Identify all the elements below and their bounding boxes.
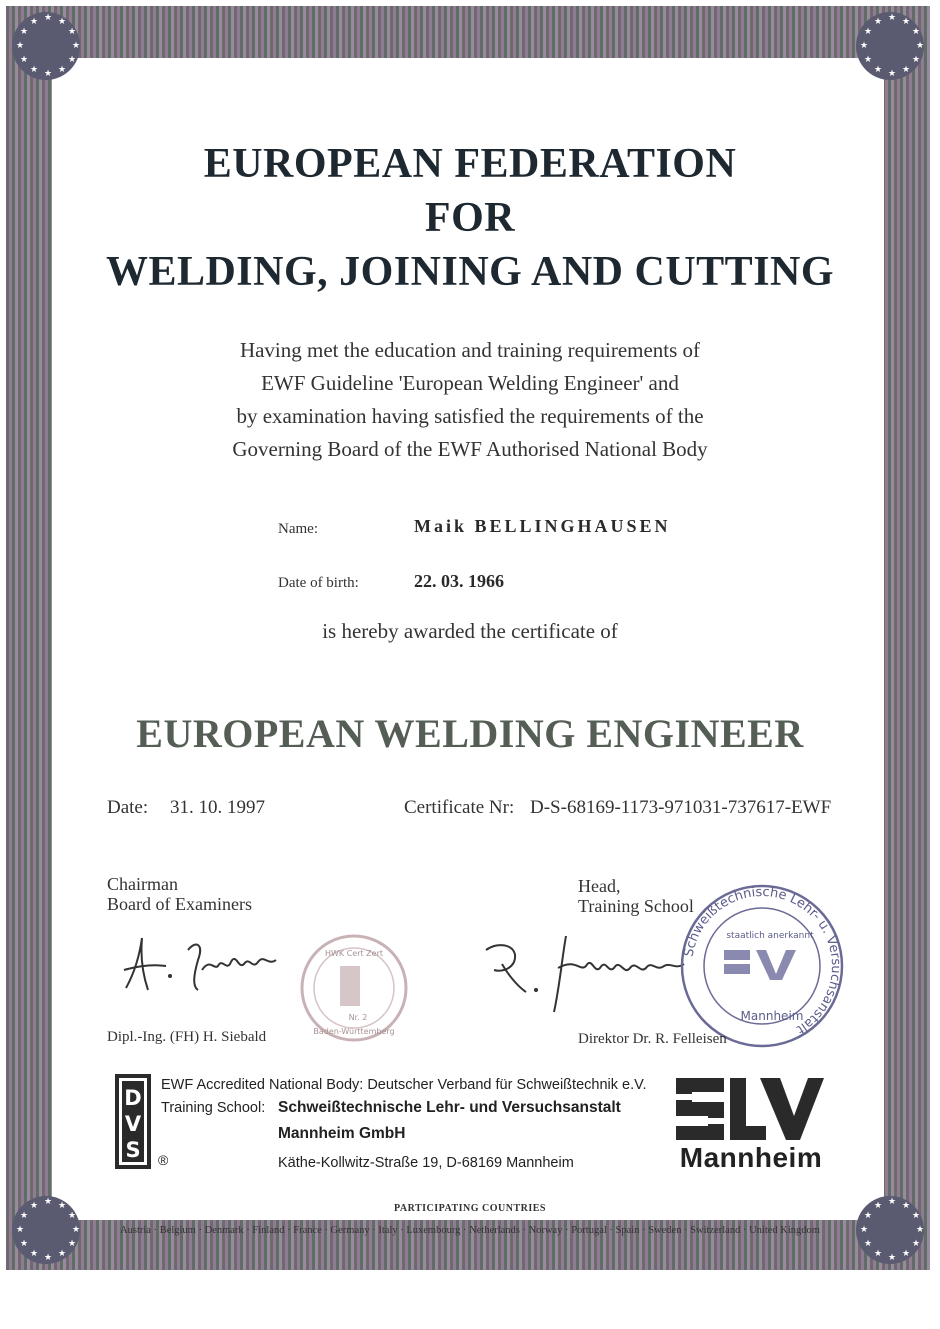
svg-text:★: ★ — [864, 1211, 873, 1221]
left-stamp-bottom-text: Baden-Württemberg — [313, 1027, 395, 1036]
right-stamp — [676, 880, 848, 1052]
registered-mark: ® — [158, 1152, 169, 1168]
svg-text:★: ★ — [30, 1249, 39, 1259]
left-stamp-nr-text: Nr. 2 — [348, 1013, 368, 1022]
left-role-line-1: Chairman — [107, 874, 178, 894]
certificate-number-label: Certificate Nr: — [404, 797, 515, 818]
svg-text:★: ★ — [68, 55, 77, 65]
left-stamp-top-text: HWK Cert Zert — [324, 949, 384, 958]
corner-stars-icon — [850, 1190, 930, 1270]
slv-logo — [676, 1076, 824, 1148]
left-stamp — [296, 930, 412, 1046]
svg-text:★: ★ — [874, 17, 883, 27]
right-signer-name: Direktor Dr. R. Felleisen — [578, 1031, 727, 1047]
svg-text:★: ★ — [58, 17, 67, 27]
svg-text:★: ★ — [912, 1239, 921, 1249]
dob-label: Date of birth: — [278, 575, 359, 591]
svg-text:★: ★ — [860, 1225, 869, 1235]
corner-stars-icon — [6, 6, 86, 86]
svg-text:★: ★ — [860, 41, 869, 51]
svg-text:★: ★ — [874, 65, 883, 75]
svg-text:★: ★ — [30, 65, 39, 75]
right-signature — [480, 928, 700, 1018]
intro-line: by examination having satisfied the requirements of the — [236, 404, 704, 428]
svg-text:★: ★ — [44, 69, 53, 79]
svg-text:★: ★ — [874, 1249, 883, 1259]
right-role-line-1: Head, — [578, 876, 621, 896]
school-value-2: Mannheim GmbH — [278, 1125, 406, 1142]
svg-text:★: ★ — [916, 41, 925, 51]
left-role-line-2: Board of Examiners — [107, 894, 252, 914]
svg-text:★: ★ — [916, 1225, 925, 1235]
svg-text:★: ★ — [58, 1249, 67, 1259]
certificate-number-value: D-S-68169-1173-971031-737617-EWF — [530, 797, 832, 818]
svg-text:★: ★ — [888, 1197, 897, 1207]
svg-text:★: ★ — [20, 55, 29, 65]
left-signer-name: Dipl.-Ing. (FH) H. Siebald — [107, 1029, 267, 1045]
svg-text:★: ★ — [902, 17, 911, 27]
svg-text:★: ★ — [912, 1211, 921, 1221]
svg-text:★: ★ — [20, 1211, 29, 1221]
svg-text:★: ★ — [16, 41, 25, 51]
corner-stars-icon — [850, 6, 930, 86]
accredited-value: Deutscher Verband für Schweißtechnik e.V. — [367, 1077, 647, 1093]
header-line-3: WELDING, JOINING AND CUTTING — [105, 249, 835, 295]
svg-text:★: ★ — [902, 65, 911, 75]
intro-line: Having met the education and training requirements of — [239, 338, 701, 362]
svg-text:★: ★ — [902, 1201, 911, 1211]
intro-line: EWF Guideline 'European Welding Engineer' and — [261, 371, 679, 395]
svg-text:★: ★ — [874, 1201, 883, 1211]
date-value: 31. 10. 1997 — [170, 797, 265, 818]
school-value: Schweißtechnische Lehr- und Versuchsanstalt — [278, 1099, 621, 1116]
school-label: Training School: — [161, 1100, 266, 1116]
svg-text:★: ★ — [30, 17, 39, 27]
header-line-2: FOR — [424, 195, 516, 241]
svg-text:★: ★ — [864, 27, 873, 37]
svg-text:★: ★ — [912, 27, 921, 37]
svg-text:★: ★ — [888, 1253, 897, 1263]
svg-text:★: ★ — [902, 1249, 911, 1259]
award-title: EUROPEAN WELDING ENGINEER — [136, 711, 804, 756]
svg-text:★: ★ — [44, 13, 53, 23]
slv-mannheim-word: Mannheim — [679, 1142, 823, 1173]
right-stamp-inner-text: staatlich anerkannt — [726, 931, 814, 941]
svg-text:★: ★ — [30, 1201, 39, 1211]
svg-text:★: ★ — [16, 1225, 25, 1235]
svg-text:★: ★ — [68, 27, 77, 37]
svg-text:★: ★ — [888, 69, 897, 79]
dob-value: 22. 03. 1966 — [414, 571, 504, 591]
dvs-logo — [115, 1074, 151, 1169]
svg-text:★: ★ — [68, 1239, 77, 1249]
svg-text:★: ★ — [20, 27, 29, 37]
awarded-text: is hereby awarded the certificate of — [322, 619, 618, 643]
right-role-line-2: Training School — [578, 896, 694, 916]
svg-text:★: ★ — [58, 1201, 67, 1211]
accredited-line — [161, 1077, 646, 1093]
intro-line: Governing Board of the EWF Authorised National Body — [232, 437, 708, 461]
participating-countries-title: PARTICIPATING COUNTRIES — [394, 1203, 546, 1214]
svg-text:★: ★ — [864, 1239, 873, 1249]
svg-text:★: ★ — [44, 1197, 53, 1207]
dvs-letter-v: V — [124, 1112, 142, 1136]
svg-text:★: ★ — [72, 41, 81, 51]
svg-text:★: ★ — [912, 55, 921, 65]
header-line-1: EUROPEAN FEDERATION — [203, 141, 737, 187]
name-label: Name: — [278, 521, 318, 537]
svg-text:★: ★ — [888, 13, 897, 23]
dvs-letter-d: D — [124, 1086, 142, 1110]
svg-text:★: ★ — [864, 55, 873, 65]
accredited-label: EWF Accredited National Body: — [161, 1077, 364, 1093]
svg-text:★: ★ — [72, 1225, 81, 1235]
left-signature — [118, 930, 298, 1000]
svg-text:★: ★ — [44, 1253, 53, 1263]
date-label: Date: — [107, 797, 149, 818]
svg-text:★: ★ — [20, 1239, 29, 1249]
school-address: Käthe-Kollwitz-Straße 19, D-68169 Mannheim — [278, 1155, 574, 1171]
right-stamp-bottom-text: Mannheim — [740, 1009, 804, 1023]
name-value: Maik BELLINGHAUSEN — [414, 516, 671, 536]
participating-countries-list: Austria · Belgium · Denmark · Finland · France · Germany · Italy · Luxembourg · Netherlands · Norway · Portugal · Spain · Sweden · Switzerland · United Kingdom — [120, 1225, 820, 1236]
svg-text:★: ★ — [68, 1211, 77, 1221]
svg-text:★: ★ — [58, 65, 67, 75]
dvs-letter-s: S — [125, 1138, 141, 1162]
school-line — [161, 1099, 621, 1117]
corner-stars-icon — [6, 1190, 86, 1270]
right-stamp-ring-text: Schweißtechnische Lehr- u. Versuchsanstalt — [681, 884, 844, 1037]
intro-paragraph — [110, 334, 830, 466]
